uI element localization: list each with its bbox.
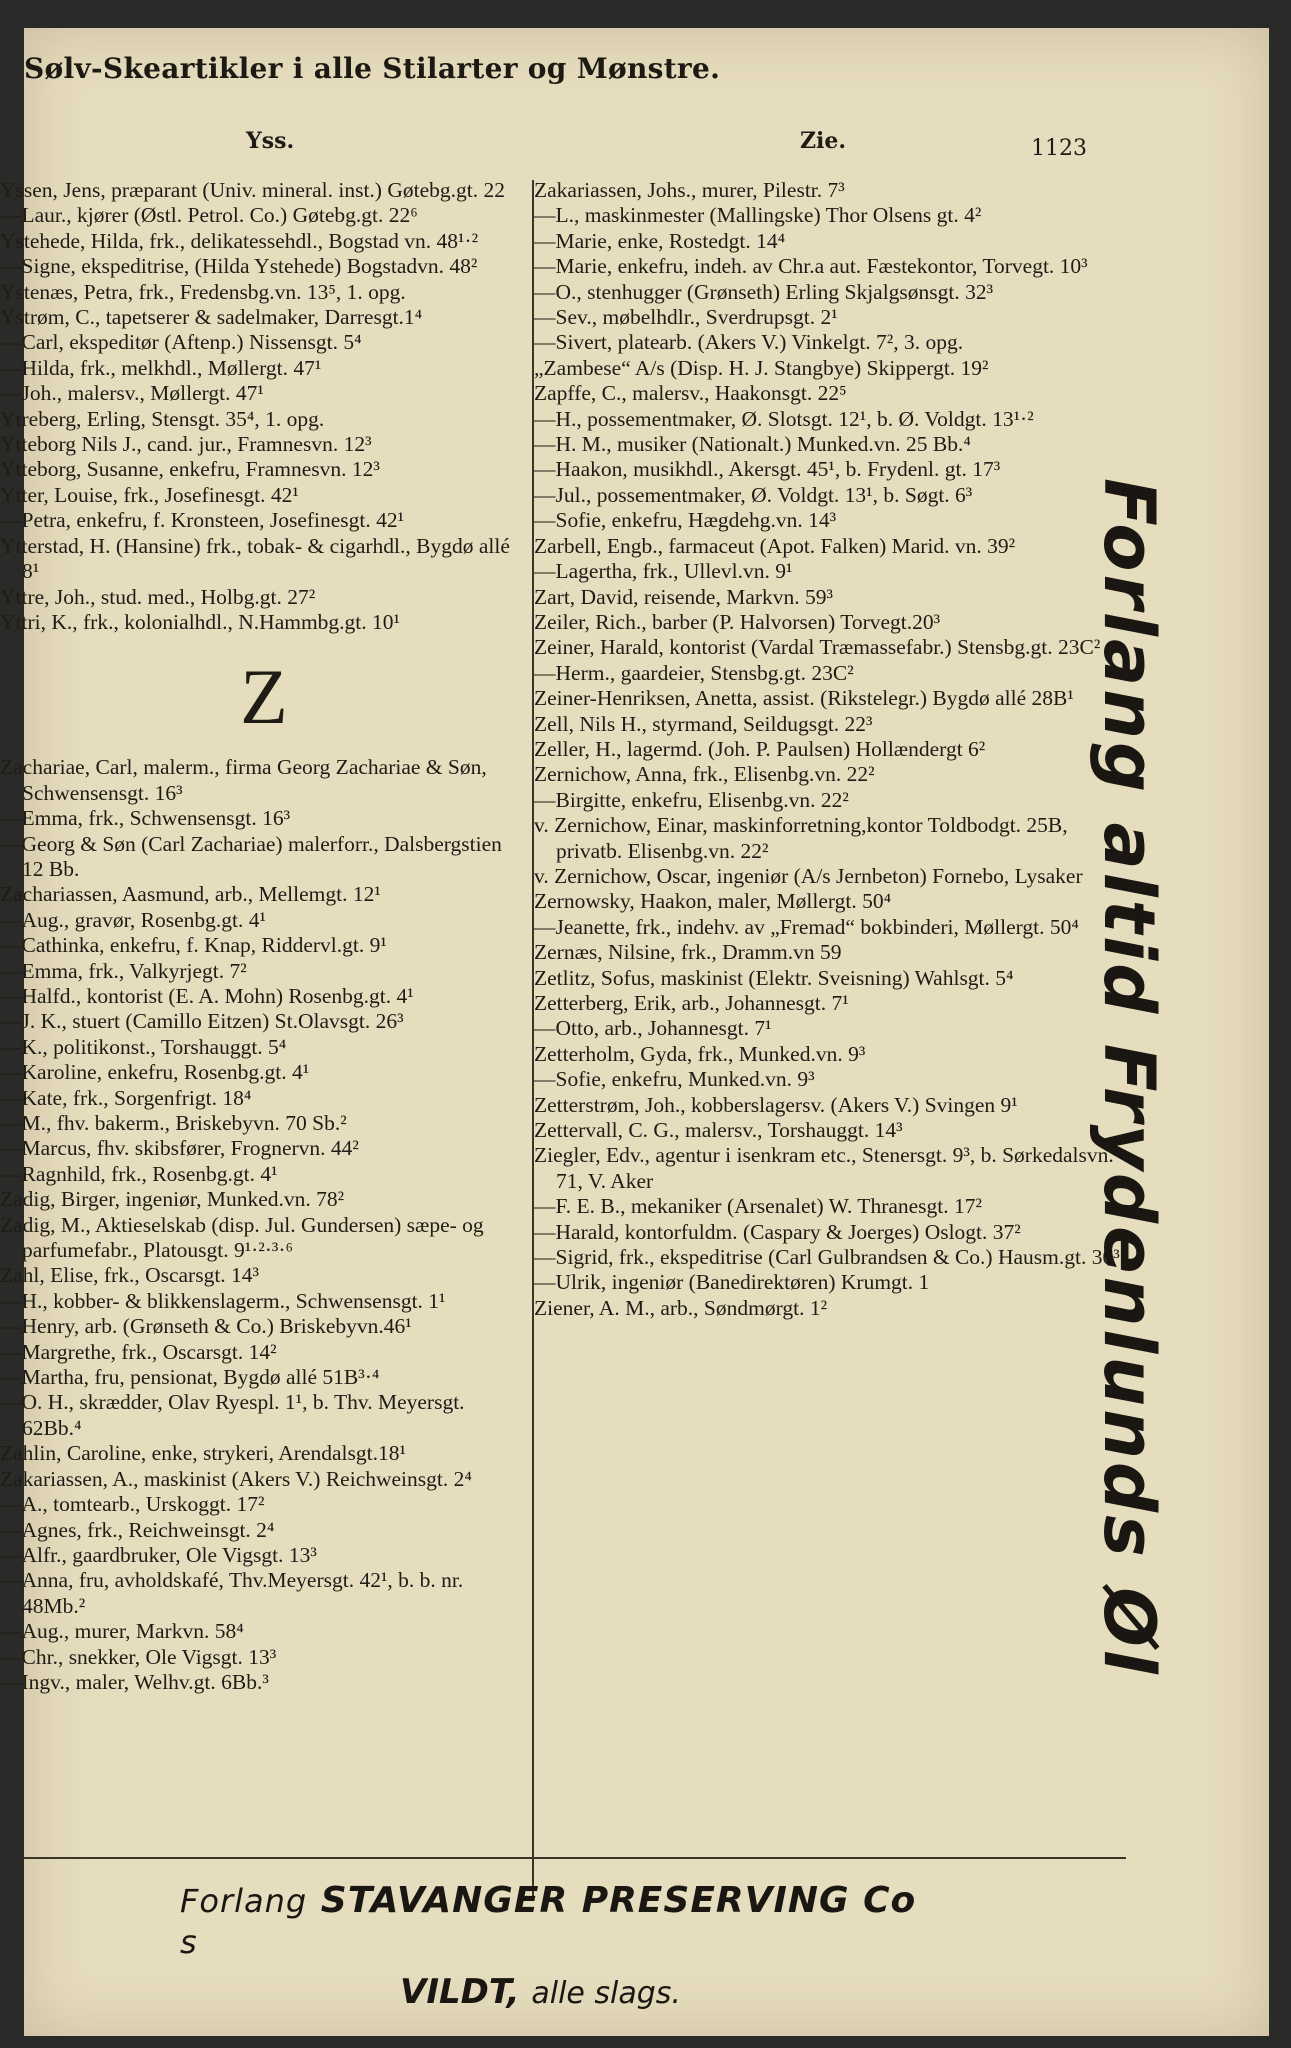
directory-entry: —Henry, arb. (Grønseth & Co.) Briskebyvn.46¹: [0, 1314, 412, 1339]
directory-entry: Ziegler, Edv., agentur i isenkram etc., Stenersgt. 9³, b. Sørkedalsvn. 71, V. Aker: [534, 1143, 1114, 1193]
directory-entry: —Ingv., maler, Welhv.gt. 6Bb.³: [0, 1669, 269, 1694]
directory-entry: —A., tomtearb., Urskoggt. 17²: [0, 1492, 265, 1517]
bottom-ad-slags: alle slags.: [531, 1976, 681, 2011]
directory-entry: —Lagertha, frk., Ullevl.vn. 9¹: [534, 559, 793, 584]
directory-entry: —Ragnhild, frk., Rosenbg.gt. 4¹: [0, 1161, 278, 1186]
top-advertisement: Sølv-Skeartikler i alle Stilarter og Mønstre.: [24, 52, 721, 85]
directory-entry: Zernæs, Nilsine, frk., Dramm.vn 59: [534, 940, 842, 965]
directory-entry: Yttre, Joh., stud. med., Holbg.gt. 27²: [0, 584, 316, 609]
directory-entry: —Sofie, enkefru, Hægdehg.vn. 14³: [534, 508, 837, 533]
directory-entry: —J. K., stuert (Camillo Eitzen) St.Olavsgt. 26³: [0, 1009, 404, 1034]
left-keyword: Yss.: [246, 128, 295, 154]
directory-entry: —Marie, enke, Rostedgt. 14⁴: [534, 228, 786, 253]
directory-entry: Zeiner-Henriksen, Anetta, assist. (Rikstelegr.) Bygdø allé 28B¹: [534, 686, 1074, 711]
bottom-advertisement: [180, 1880, 940, 2012]
directory-entry: Ystrøm, C., tapetserer & sadelmaker, Darresgt.1⁴: [0, 305, 423, 330]
directory-entry: —Herm., gaardeier, Stensbg.gt. 23C²: [534, 660, 854, 685]
directory-entry: —Karoline, enkefru, Rosenbg.gt. 4¹: [0, 1060, 310, 1085]
bottom-ad-company: STAVANGER PRESERVING Co: [320, 1880, 917, 1921]
directory-entry: Zetterholm, Gyda, frk., Munked.vn. 9³: [534, 1041, 866, 1066]
directory-entry: Yttri, K., frk., kolonialhdl., N.Hammbg.gt. 10¹: [0, 609, 400, 634]
directory-entry: —Georg & Søn (Carl Zachariae) malerforr., Dalsbergstien 12 Bb.: [0, 831, 502, 881]
directory-entry: —Harald, kontorfuldm. (Caspary & Joerges) Oslogt. 37²: [534, 1219, 1021, 1244]
directory-entry: Zernowsky, Haakon, maler, Møllergt. 50⁴: [534, 889, 892, 914]
directory-entry: —Petra, enkefru, f. Kronsteen, Josefinesgt. 42¹: [0, 508, 405, 533]
directory-entry: Zakariassen, Johs., murer, Pilestr. 7³: [534, 178, 845, 202]
directory-entry: —O. H., skrædder, Olav Ryespl. 1¹, b. Thv. Meyersgt. 62Bb.⁴: [0, 1390, 465, 1440]
directory-entry: Zarbell, Engb., farmaceut (Apot. Falken) Marid. vn. 39²: [534, 533, 1016, 558]
bottom-ad-forlang: Forlang: [180, 1882, 308, 1920]
directory-entry: —Halfd., kontorist (E. A. Mohn) Rosenbg.gt. 4¹: [0, 983, 414, 1008]
page-number: 1123: [1031, 136, 1087, 161]
directory-entry: Ytteborg, Susanne, enkefru, Framnesvn. 12³: [0, 457, 380, 482]
directory-entry: Zapffe, C., malersv., Haakonsgt. 22⁵: [534, 381, 847, 406]
right-entries: [534, 178, 1126, 1321]
left-entries-z: [0, 755, 528, 1695]
directory-entry: Zetterstrøm, Joh., kobberslagersv. (Akers V.) Svingen 9¹: [534, 1092, 1018, 1117]
directory-entry: —Joh., malersv., Møllergt. 47¹: [0, 381, 264, 406]
directory-entry: —Emma, frk., Valkyrjegt. 7²: [0, 958, 247, 983]
directory-entry: Zernichow, Anna, frk., Elisenbg.vn. 22²: [534, 762, 875, 787]
directory-entry: —H., kobber- & blikkenslagerm., Schwensensgt. 1¹: [0, 1288, 446, 1313]
directory-entry: Zart, David, reisende, Markvn. 59³: [534, 584, 833, 609]
directory-entry: —Aug., gravør, Rosenbg.gt. 4¹: [0, 907, 266, 932]
directory-entry: v. Zernichow, Einar, maskinforretning,kontor Toldbodgt. 25B, privatb. Elisenbg.vn. 22²: [534, 813, 1068, 863]
directory-entry: —Ulrik, ingeniør (Banedirektøren) Krumgt. 1: [534, 1270, 930, 1295]
directory-entry: Zahlin, Caroline, enke, strykeri, Arendalsgt.18¹: [0, 1441, 406, 1466]
directory-entry: —H., possementmaker, Ø. Slotsgt. 12¹, b. Ø. Voldgt. 13¹·²: [534, 406, 1034, 431]
directory-entry: —Jeanette, frk., indehv. av „Fremad“ bokbinderi, Møllergt. 50⁴: [534, 914, 1079, 939]
directory-entry: —Margrethe, frk., Oscarsgt. 14²: [0, 1339, 277, 1364]
directory-entry: —K., politikonst., Torshauggt. 5⁴: [0, 1034, 287, 1059]
directory-entry: —Sofie, enkefru, Munked.vn. 9³: [534, 1067, 815, 1092]
directory-entry: —Sivert, platearb. (Akers V.) Vinkelgt. 7², 3. opg.: [534, 330, 964, 355]
directory-entry: Zell, Nils H., styrmand, Seildugsgt. 22³: [534, 711, 873, 736]
directory-entry: —Marcus, fhv. skibsfører, Frognervn. 44²: [0, 1136, 359, 1161]
side-advertisement: [1088, 478, 1180, 1677]
directory-entry: Zadig, M., Aktieselskab (disp. Jul. Gundersen) sæpe- og parfumefabr., Platousgt. 9¹·²·³·⁶: [0, 1212, 484, 1263]
directory-entry: v. Zernichow, Oscar, ingeniør (A/s Jernbeton) Fornebo, Lysaker: [534, 863, 1083, 888]
side-ad-text: Forlang altid Frydenlunds Øl: [1088, 478, 1170, 1677]
directory-entry: Ytterstad, H. (Hansine) frk., tobak- & cigarhdl., Bygdø allé 8¹: [0, 533, 510, 584]
right-column: [534, 178, 1126, 1321]
directory-entry: Zachariassen, Aasmund, arb., Mellemgt. 12¹: [0, 882, 381, 907]
bottom-ad-vildt: VILDT,: [400, 1972, 520, 2012]
section-letter: Z: [240, 653, 288, 741]
directory-entry: —Hilda, frk., melkhdl., Møllergt. 47¹: [0, 355, 322, 380]
directory-entry: —Signe, ekspeditrise, (Hilda Ystehede) Bogstadvn. 48²: [0, 254, 478, 279]
right-keyword: Zie.: [800, 128, 847, 154]
directory-entry: Zakariassen, A., maskinist (Akers V.) Reichweinsgt. 2⁴: [0, 1466, 472, 1491]
directory-entry: —L., maskinmester (Mallingske) Thor Olsens gt. 4²: [534, 203, 982, 228]
directory-entry: Ytter, Louise, frk., Josefinesgt. 42¹: [0, 482, 299, 507]
directory-entry: —Cathinka, enkefru, f. Knap, Riddervl.gt. 9¹: [0, 933, 387, 958]
left-column: [0, 178, 528, 1695]
directory-entry: Zahl, Elise, frk., Oscarsgt. 14³: [0, 1263, 260, 1288]
directory-entry: Zachariae, Carl, malerm., firma Georg Zachariae & Søn, Schwensensgt. 16³: [0, 755, 487, 805]
directory-entry: —Martha, fru, pensionat, Bygdø allé 51B³·⁴: [0, 1365, 380, 1390]
directory-entry: —Birgitte, enkefru, Elisenbg.vn. 22²: [534, 787, 849, 812]
directory-entry: —Agnes, frk., Reichweinsgt. 2⁴: [0, 1517, 275, 1542]
left-entries-y: [0, 178, 528, 635]
directory-entry: —Emma, frk., Schwensensgt. 16³: [0, 806, 291, 831]
directory-entry: Zetlitz, Sofus, maskinist (Elektr. Sveisning) Wahlsgt. 5⁴: [534, 965, 1014, 990]
directory-entry: „Zambese“ A/s (Disp. H. J. Stangbye) Skippergt. 19²: [534, 355, 989, 380]
directory-entry: Ystehede, Hilda, frk., delikatessehdl., Bogstad vn. 48¹·²: [0, 228, 479, 253]
directory-entry: —Laur., kjører (Østl. Petrol. Co.) Gøtebg.gt. 22⁶: [0, 203, 418, 228]
directory-entry: Zeller, H., lagermd. (Joh. P. Paulsen) Hollændergt 6²: [534, 736, 986, 761]
directory-entry: —F. E. B., mekaniker (Arsenalet) W. Thranesgt. 17²: [534, 1194, 982, 1219]
directory-entry: Zadig, Birger, ingeniør, Munked.vn. 78²: [0, 1187, 345, 1212]
directory-entry: —Sigrid, frk., ekspeditrise (Carl Gulbrandsen & Co.) Hausm.gt. 30³: [534, 1245, 1120, 1270]
directory-entry: —Jul., possementmaker, Ø. Voldgt. 13¹, b. Søgt. 6³: [534, 482, 973, 507]
directory-entry: —Haakon, musikhdl., Akersgt. 45¹, b. Frydenl. gt. 17³: [534, 457, 1001, 482]
directory-entry: —Chr., snekker, Ole Vigsgt. 13³: [0, 1644, 277, 1669]
directory-entry: —Marie, enkefru, indeh. av Chr.a aut. Fæstekontor, Torvegt. 10³: [534, 254, 1088, 279]
directory-entry: Ystenæs, Petra, frk., Fredensbg.vn. 13⁵, 1. opg.: [0, 279, 406, 304]
directory-entry: —Kate, frk., Sorgenfrigt. 18⁴: [0, 1085, 252, 1110]
directory-entry: Yssen, Jens, præparant (Univ. mineral. inst.) Gøtebg.gt. 22: [0, 178, 505, 202]
directory-entry: —Aug., murer, Markvn. 58⁴: [0, 1619, 244, 1644]
directory-entry: Zeiner, Harald, kontorist (Vardal Træmassefabr.) Stensbg.gt. 23C²: [534, 635, 1101, 660]
directory-entry: —Carl, ekspeditør (Aftenp.) Nissensgt. 5⁴: [0, 330, 362, 355]
directory-entry: —Anna, fru, avholdskafé, Thv.Meyersgt. 42¹, b. b. nr. 48Mb.²: [0, 1568, 464, 1618]
directory-entry: Zeiler, Rich., barber (P. Halvorsen) Torvegt.20³: [534, 609, 941, 634]
bottom-rule: [24, 1857, 1126, 1859]
directory-entry: —H. M., musiker (Nationalt.) Munked.vn. 25 Bb.⁴: [534, 432, 971, 457]
directory-entry: —Alfr., gaardbruker, Ole Vigsgt. 13³: [0, 1542, 317, 1567]
directory-entry: Zettervall, C. G., malersv., Torshauggt. 14³: [534, 1118, 903, 1143]
directory-entry: Zetterberg, Erik, arb., Johannesgt. 7¹: [534, 991, 849, 1015]
bottom-ad-suffix: s: [180, 1923, 198, 1961]
directory-entry: Ytreberg, Erling, Stensgt. 35⁴, 1. opg.: [0, 406, 325, 431]
directory-entry: —M., fhv. bakerm., Briskebyvn. 70 Sb.²: [0, 1111, 347, 1135]
directory-entry: —O., stenhugger (Grønseth) Erling Skjalgsønsgt. 32³: [534, 279, 994, 304]
directory-entry: —Sev., møbelhdlr., Sverdrupsgt. 2¹: [534, 305, 838, 330]
directory-entry: Ytteborg Nils J., cand. jur., Framnesvn. 12³: [0, 432, 372, 457]
directory-entry: —Otto, arb., Johannesgt. 7¹: [534, 1016, 772, 1041]
directory-entry: Ziener, A. M., arb., Søndmørgt. 1²: [534, 1295, 828, 1320]
